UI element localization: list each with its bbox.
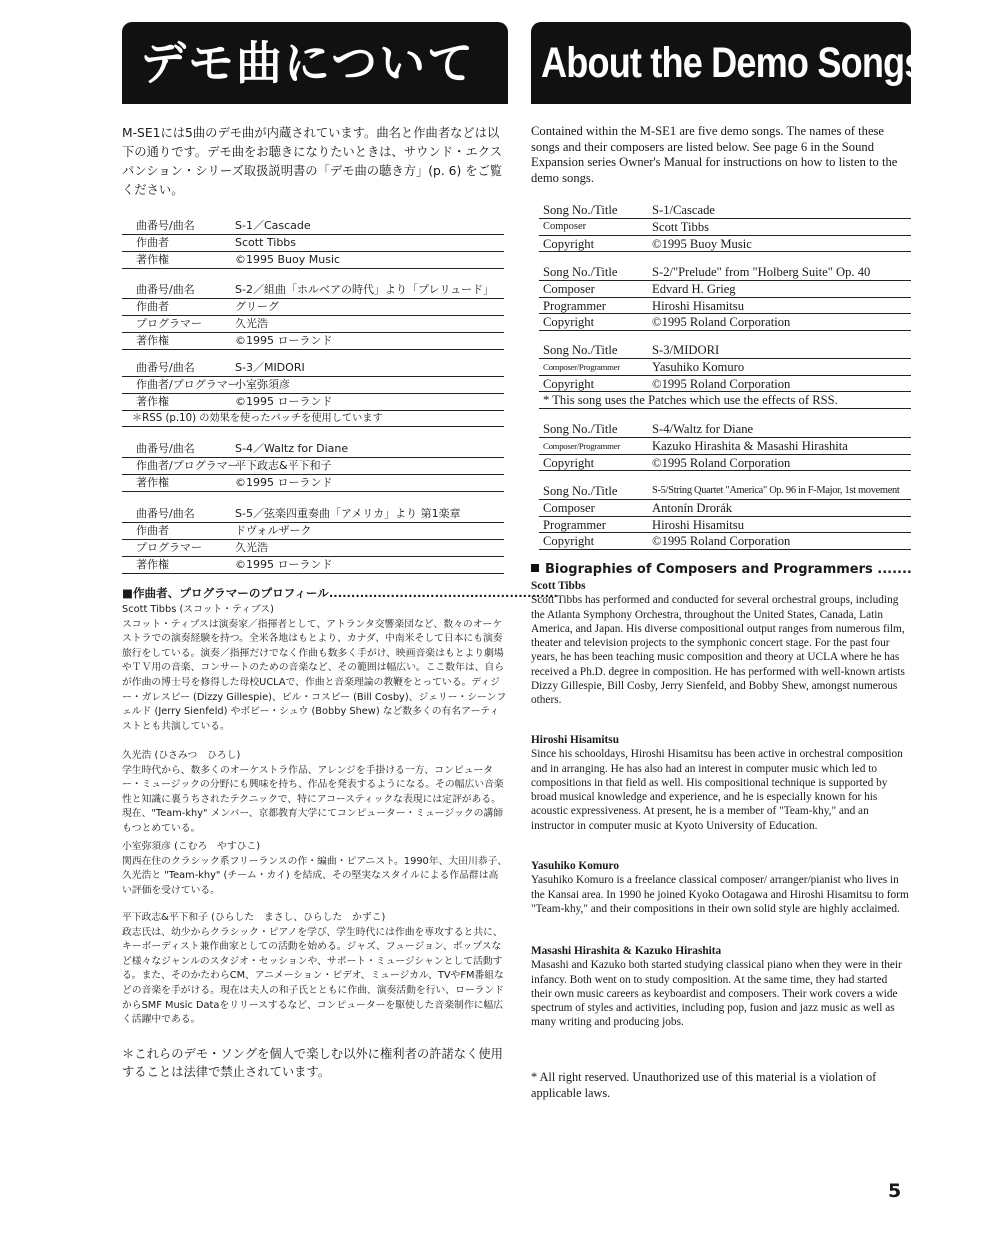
song-table-jp-3 xyxy=(122,360,504,427)
table-row xyxy=(122,282,504,299)
bio-en-4 xyxy=(531,944,909,1030)
song-table-jp-4 xyxy=(122,441,504,492)
row-key: Song No./Title xyxy=(543,265,618,279)
row-value: S-2/"Prelude" from "Holberg Suite" Op. 40 xyxy=(652,265,871,279)
song-table-en-1 xyxy=(539,202,911,252)
table-row xyxy=(122,377,504,394)
table-row xyxy=(539,500,911,517)
row-value: グリーグ xyxy=(235,300,279,313)
table-row xyxy=(122,523,504,540)
row-key: Copyright xyxy=(543,455,595,470)
title-banner-en xyxy=(531,22,924,104)
table-row xyxy=(539,202,911,219)
bio-name: Yasuhiko Komuro xyxy=(531,860,619,872)
bio-jp-4 xyxy=(122,911,508,1028)
row-key: Composer xyxy=(543,220,587,232)
page-title-en: About the Demo Songs xyxy=(541,39,924,87)
bio-name: 平下政志&平下和子 (ひらした まさし、ひらした かずこ) xyxy=(122,912,386,923)
table-row xyxy=(539,376,911,393)
bio-text: Since his schooldays, Hiroshi Hisamitsu has been active in orchestral composition and in arranging. He has also had an interest in computer music which led to compositions in that field as well. His compositional technique is supported by broad musical knowledge and experience, and he is especially known for his acoustic expressiveness. At present, he is a member of "Team-khy," and an instructor in computer music at Kyoto University of Education. xyxy=(531,748,903,832)
table-row xyxy=(122,394,504,411)
row-key: 曲番号/曲名 xyxy=(136,507,195,520)
page-number: 5 xyxy=(888,1180,902,1202)
row-value: S-4/Waltz for Diane xyxy=(652,422,754,436)
legal-notice-jp: ＊これらのデモ・ソングを個人で楽しむ以外に権利者の許諾なく使用することは法律で禁止されています。 xyxy=(122,1047,503,1079)
row-key: 作曲者 xyxy=(136,524,169,537)
row-value: ©1995 ローランド xyxy=(235,476,333,489)
intro-jp: M-SE1には5曲のデモ曲が内蔵されています。曲名と作曲者などは以下の通りです。デモ曲をお聴きになりたいときは、サウンド・エクスパンション・シリーズ取扱説明書の「デモ曲の聴き方」(p. 6) をご覧ください。 xyxy=(122,126,503,197)
bio-text: Scott Tibbs has performed and conducted for several orchestral groups, including the Atlanta Symphony Orchestra, throughout the United States, Canada, Latin America, and Japan. His diverse compositional output ranges from numerous film, theater and television projects to the symphonic concert stage. For the past four years, he has been teaching music composition and theory at UCLA where he has received a Ph.D. degree in composition. He has performed with well-known artists Dizzy Gillespie, Bill Cosby, Jerry Sienfeld, and Bobby Shew, amongst numerous others. xyxy=(531,594,905,707)
row-value: 久光浩 xyxy=(235,317,268,330)
table-row xyxy=(122,557,504,574)
row-value: ドヴォルザーク xyxy=(235,524,312,537)
row-value: ©1995 Roland Corporation xyxy=(652,534,791,549)
row-key: Song No./Title xyxy=(543,484,618,498)
row-value: 小室弥須彦 xyxy=(235,378,290,391)
row-key: 曲番号/曲名 xyxy=(136,219,195,232)
row-key: Programmer xyxy=(543,517,606,532)
table-row xyxy=(122,506,504,523)
row-value: ©1995 Buoy Music xyxy=(652,236,752,251)
bio-text: 政志氏は、幼少からクラシック・ピアノを学び、学生時代には作曲を専攻すると共に、キーボーディスト兼作曲家としての活動を始める。ジャズ、フュージョン、ポップスなど様々なジャンルのスタジオ・セッションや、サポート・ミュージシャンとして活動する。また、そのかたわらCM、アニメーション・ビデオ、ミュージカル、TVやFM番組などの音楽を手がける。現在は夫人の和子氏とともに作曲、演奏活動を行い、ローランドからSMF Music Dataをリリースするなど、コンピューターを駆使した音楽制作に幅広く活躍中である。 xyxy=(122,926,505,1026)
song-note-en: * This song uses the Patches which use the effects of RSS. xyxy=(539,392,911,409)
table-row xyxy=(122,360,504,377)
table-row xyxy=(122,540,504,557)
table-row xyxy=(539,438,911,455)
bio-name: 小室弥須彦 (こむろ やすひこ) xyxy=(122,841,261,852)
row-key: 著作権 xyxy=(136,476,169,489)
bio-name: Hiroshi Hisamitsu xyxy=(531,734,619,746)
bio-heading-text: Biographies of Composers and Programmers ....... xyxy=(545,562,912,577)
row-key: Copyright xyxy=(543,534,595,549)
song-table-en-4 xyxy=(539,421,911,471)
song-table-en-2 xyxy=(539,264,911,331)
row-key: 著作権 xyxy=(136,395,169,408)
bio-en-2 xyxy=(531,733,909,833)
row-value: ©1995 ローランド xyxy=(235,395,333,408)
table-row xyxy=(122,235,504,252)
row-key: 曲番号/曲名 xyxy=(136,442,195,455)
table-row xyxy=(539,342,911,359)
intro-en: Contained within the M-SE1 are five demo songs. The names of these songs and their composers are listed below. See page 6 in the Sound Expansion series Owner's Manual for instructions on how to listen to the demo songs. xyxy=(531,124,898,185)
row-key: 作曲者/プログラマー xyxy=(136,459,239,472)
bio-jp-2 xyxy=(122,749,508,837)
row-key: Composer xyxy=(543,281,595,296)
row-value: Hiroshi Hisamitsu xyxy=(652,298,745,313)
row-value: Kazuko Hirashita & Masashi Hirashita xyxy=(652,438,848,453)
table-row xyxy=(539,455,911,472)
bio-en-1 xyxy=(531,579,909,708)
row-value: ©1995 ローランド xyxy=(235,558,333,571)
row-key: プログラマー xyxy=(136,317,202,330)
row-key: 曲番号/曲名 xyxy=(136,283,195,296)
row-value: Yasuhiko Komuro xyxy=(652,359,745,374)
table-row xyxy=(122,252,504,269)
row-key: Composer/Programmer xyxy=(543,361,620,372)
row-value: S-1／Cascade xyxy=(235,219,311,232)
table-row xyxy=(539,281,911,298)
table-row xyxy=(539,517,911,534)
table-row xyxy=(122,441,504,458)
row-key: 作曲者/プログラマー xyxy=(136,378,239,391)
table-row xyxy=(122,218,504,235)
song-note-jp: ＊RSS (p.10) の効果を使ったパッチを使用しています xyxy=(122,411,504,427)
table-row xyxy=(539,421,911,438)
row-value: 平下政志&平下和子 xyxy=(235,459,332,472)
table-row xyxy=(122,475,504,492)
table-row xyxy=(122,333,504,350)
row-value: Scott Tibbs xyxy=(652,219,710,234)
bio-name: 久光浩 (ひさみつ ひろし) xyxy=(122,750,241,761)
song-table-en-3 xyxy=(539,342,911,409)
bio-text: Masashi and Kazuko both started studying classical piano when they were in their infancy. Both went on to study composition. At the same time, they had started their own music careers as keyboardist and composers. Their work covers a wide spectrum of styles and activities, including pop, fusion and jazz music as well as many writing and producing jobs. xyxy=(531,959,902,1029)
row-key: Composer/Programmer xyxy=(543,440,620,451)
bio-en-3 xyxy=(531,859,909,916)
bio-text: スコット・ティブスは演奏家／指揮者として、アトランタ交響楽団など、数々のオーケストラでの演奏経験を持つ。全米各地はもとより、カナダ、中南米そして日本にも演奏旅行をしている。演奏／指揮だけでなく作曲も数多く手がけ、映画音楽はもとより劇場やＴＶ用の音楽、コンサートのための音楽など、その範囲は幅広い。ここ数年は、自らが作曲の博士号を修得した母校UCLAで、作曲と音楽理論の教鞭をとっている。ディジー・ガレスピー (Dizzy Gillespie)、ビル・コスビー (Bill Cosby)、ジェリー・シーンフェルド (Jerry Sienfeld) やボビー・シュウ (Bobby Shew) など数多くの有名アーティストとも共演している。 xyxy=(122,618,507,732)
row-value: S-2／組曲「ホルベアの時代」より「プレリュード」 xyxy=(235,283,495,296)
table-row xyxy=(539,483,911,500)
row-value: S-5／弦楽四重奏曲「アメリカ」より 第1楽章 xyxy=(235,507,461,520)
row-value: ©1995 Buoy Music xyxy=(235,253,341,266)
table-row xyxy=(539,219,911,236)
row-key: 作曲者 xyxy=(136,300,169,313)
row-key: 曲番号/曲名 xyxy=(136,361,195,374)
row-value: Hiroshi Hisamitsu xyxy=(652,517,745,532)
bio-name: Scott Tibbs xyxy=(531,580,586,592)
table-row xyxy=(539,533,911,550)
row-key: Song No./Title xyxy=(543,422,618,436)
row-key: 著作権 xyxy=(136,334,169,347)
bio-heading-en xyxy=(531,562,911,577)
row-value: ©1995 ローランド xyxy=(235,334,333,347)
song-table-jp-5 xyxy=(122,506,504,574)
row-value: Edvard H. Grieg xyxy=(652,281,736,296)
table-row xyxy=(122,299,504,316)
table-row xyxy=(539,359,911,376)
row-key: Copyright xyxy=(543,376,595,391)
row-key: Composer xyxy=(543,500,595,515)
bio-text: 学生時代から、数多くのオーケストラ作品、アレンジを手掛ける一方、コンピューター・ミュージックの分野にも興味を持ち、作品を発表するようになる。その幅広い音楽性と知識に裏うちされたテクニックで、特にアコースティックな表現には定評がある。現在、"Team-khy" メンバー、京都教育大学にてコンピューター・ミュージックの講師もつとめている。 xyxy=(122,764,504,834)
song-table-jp-2 xyxy=(122,282,504,350)
row-value: ©1995 Roland Corporation xyxy=(652,315,791,330)
row-value: S-1/Cascade xyxy=(652,203,715,217)
legal-notice-en: * All right reserved. Unauthorized use of this material is a violation of applicable laws. xyxy=(531,1070,877,1100)
row-value: ©1995 Roland Corporation xyxy=(652,455,791,470)
row-key: Copyright xyxy=(543,236,595,251)
row-value: S-3／MIDORI xyxy=(235,361,305,374)
bio-name: Masashi Hirashita & Kazuko Hirashita xyxy=(531,945,722,957)
row-key: Song No./Title xyxy=(543,343,618,357)
bio-name: Scott Tibbs (スコット・ティブス) xyxy=(122,604,274,615)
song-table-en-5 xyxy=(539,483,911,550)
row-key: 著作権 xyxy=(136,253,169,266)
song-table-jp-1 xyxy=(122,218,504,269)
row-value: 久光浩 xyxy=(235,541,268,554)
row-value: S-3/MIDORI xyxy=(652,343,720,357)
bio-jp-3 xyxy=(122,840,508,898)
bio-text: 関西在住のクラシック系フリーランスの作・編曲・ピアニスト。1990年、大田川恭子、久光浩と "Team-khy" (チーム・カイ) を結成、その堅実なスタイルによる作品群は高い評価を受けている。 xyxy=(122,855,508,896)
bio-text: Yasuhiko Komuro is a freelance classical composer/ arranger/pianist who lives in the Kansai area. In 1990 he joined Kyoko Ootagawa and Hiroshi Hisamitsu to form "Team-khy," and their compositions in their own solid style are highly acclaimed. xyxy=(531,874,909,915)
square-bullet-icon xyxy=(531,564,539,572)
row-key: 著作権 xyxy=(136,558,169,571)
row-value: ©1995 Roland Corporation xyxy=(652,376,791,391)
bio-jp-1 xyxy=(122,603,508,734)
row-key: Copyright xyxy=(543,315,595,330)
row-key: Song No./Title xyxy=(543,203,618,217)
row-value: S-4／Waltz for Diane xyxy=(235,442,349,455)
row-key: Programmer xyxy=(543,298,606,313)
row-value: Scott Tibbs xyxy=(235,236,297,249)
bio-heading-jp: ■作曲者、プログラマーのプロフィール.................................................... xyxy=(122,586,558,600)
table-row xyxy=(539,298,911,315)
row-value: Antonín Drorák xyxy=(652,500,733,515)
table-row xyxy=(122,316,504,333)
title-banner-jp xyxy=(122,22,508,104)
table-row xyxy=(122,458,504,475)
row-value: S-5/String Quartet "America" Op. 96 in F-Major, 1st movement xyxy=(652,485,900,496)
row-key: プログラマー xyxy=(136,541,202,554)
page-title-jp: デモ曲について xyxy=(140,36,476,90)
table-row xyxy=(539,314,911,331)
table-row xyxy=(539,236,911,253)
table-row xyxy=(539,264,911,281)
row-key: 作曲者 xyxy=(136,236,169,249)
